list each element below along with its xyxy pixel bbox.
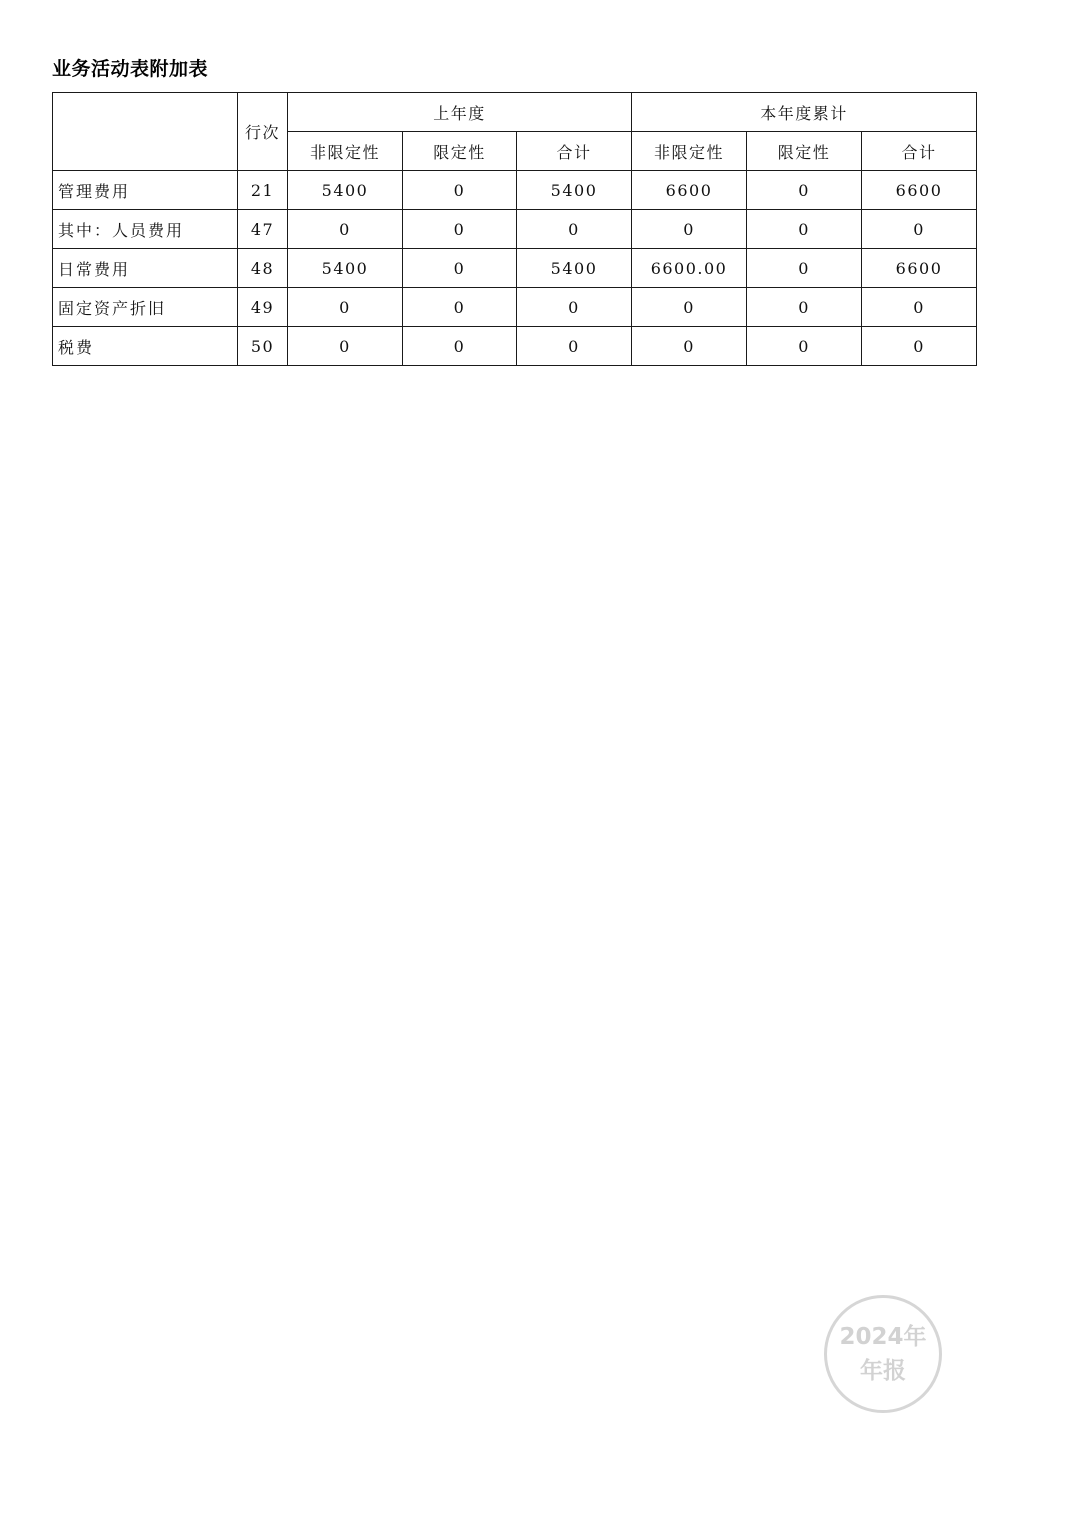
value-cell: 0 — [403, 171, 517, 210]
row-number: 47 — [238, 210, 288, 249]
value-cell: 0 — [862, 210, 977, 249]
value-cell: 0 — [403, 249, 517, 288]
table-row — [53, 327, 977, 366]
value-cell: 0 — [403, 210, 517, 249]
value-cell: 5400 — [517, 171, 632, 210]
table-row — [53, 249, 977, 288]
row-number: 50 — [238, 327, 288, 366]
header-row-number: 行次 — [238, 93, 288, 171]
value-cell: 6600 — [862, 249, 977, 288]
header-curr-total: 合计 — [862, 132, 977, 171]
row-label: 税费 — [53, 327, 238, 366]
header-item-cell — [53, 93, 238, 171]
header-previous-year: 上年度 — [288, 93, 632, 132]
value-cell: 0 — [747, 210, 862, 249]
header-curr-restricted: 限定性 — [747, 132, 862, 171]
value-cell: 6600.00 — [632, 249, 747, 288]
header-prev-total: 合计 — [517, 132, 632, 171]
table-row — [53, 288, 977, 327]
value-cell: 5400 — [288, 171, 403, 210]
value-cell: 0 — [288, 210, 403, 249]
value-cell: 0 — [747, 249, 862, 288]
watermark-line-report: 年报 — [860, 1358, 906, 1384]
value-cell: 0 — [517, 210, 632, 249]
value-cell: 0 — [862, 288, 977, 327]
value-cell: 0 — [403, 327, 517, 366]
watermark-line-year: 2024年 — [839, 1324, 927, 1350]
row-label: 其中：人员费用 — [53, 210, 238, 249]
row-number: 21 — [238, 171, 288, 210]
header-prev-restricted: 限定性 — [403, 132, 517, 171]
value-cell: 0 — [862, 327, 977, 366]
value-cell: 0 — [632, 210, 747, 249]
header-row-groups — [53, 93, 977, 132]
table-row — [53, 171, 977, 210]
value-cell: 5400 — [288, 249, 403, 288]
value-cell: 6600 — [862, 171, 977, 210]
activity-supplement-table — [52, 92, 977, 366]
annual-report-watermark-stamp — [824, 1295, 942, 1413]
value-cell: 5400 — [517, 249, 632, 288]
row-number: 48 — [238, 249, 288, 288]
value-cell: 0 — [517, 327, 632, 366]
header-curr-unrestricted: 非限定性 — [632, 132, 747, 171]
value-cell: 0 — [632, 288, 747, 327]
value-cell: 0 — [747, 327, 862, 366]
row-label: 管理费用 — [53, 171, 238, 210]
value-cell: 0 — [747, 171, 862, 210]
value-cell: 0 — [288, 327, 403, 366]
value-cell: 0 — [632, 327, 747, 366]
value-cell: 0 — [403, 288, 517, 327]
header-current-year-cumulative: 本年度累计 — [632, 93, 977, 132]
row-label: 固定资产折旧 — [53, 288, 238, 327]
value-cell: 0 — [517, 288, 632, 327]
page-title: 业务活动表附加表 — [52, 58, 209, 80]
table-row — [53, 210, 977, 249]
value-cell: 0 — [747, 288, 862, 327]
header-prev-unrestricted: 非限定性 — [288, 132, 403, 171]
row-label: 日常费用 — [53, 249, 238, 288]
row-number: 49 — [238, 288, 288, 327]
value-cell: 6600 — [632, 171, 747, 210]
value-cell: 0 — [288, 288, 403, 327]
